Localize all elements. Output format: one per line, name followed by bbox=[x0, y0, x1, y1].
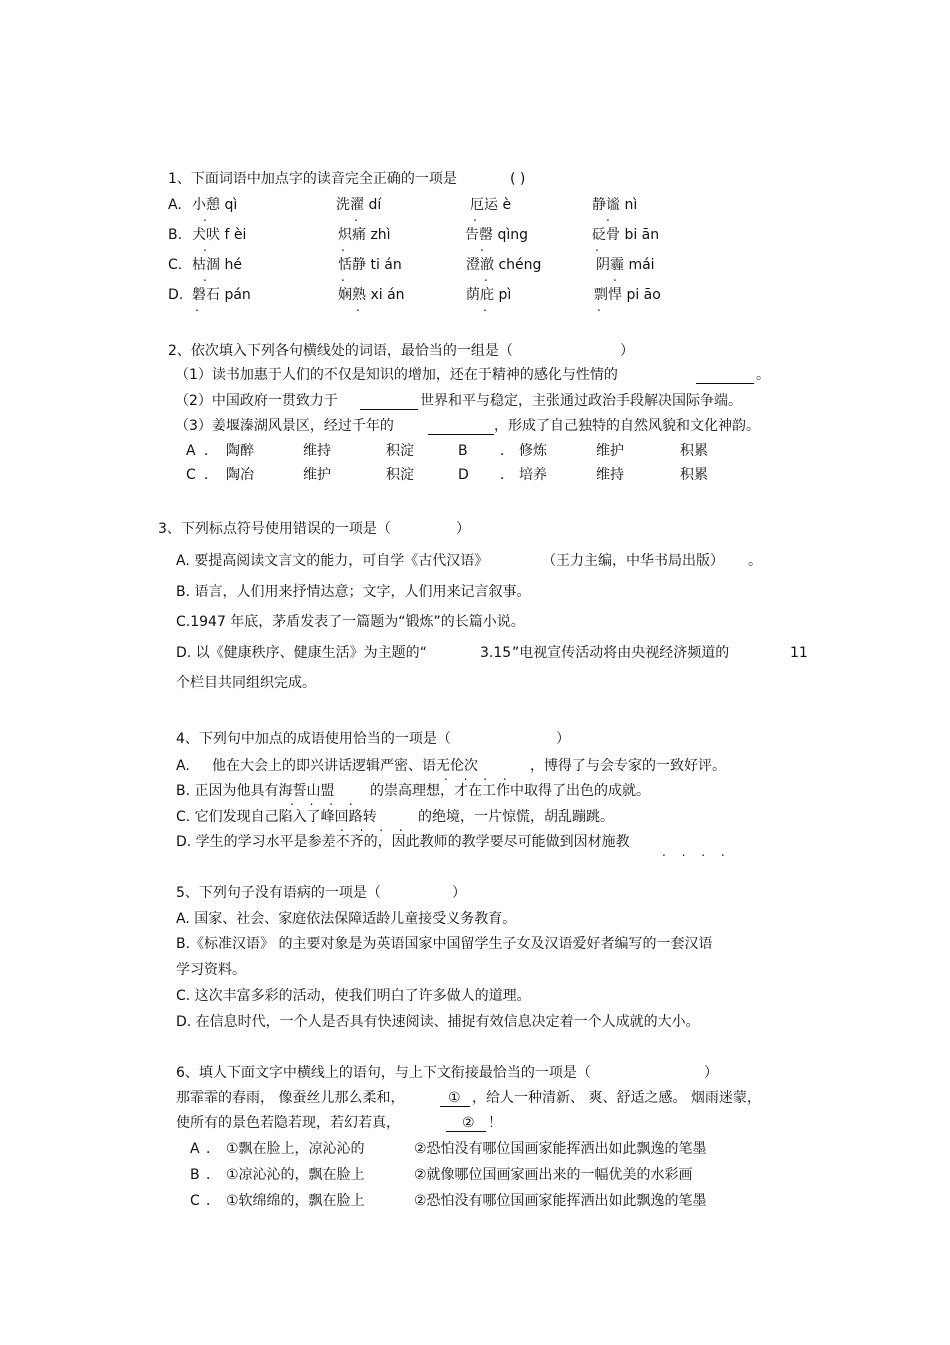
q2-option-d-word2: 维持 bbox=[596, 467, 624, 483]
q4-emphasis-dots: . . . . bbox=[444, 769, 513, 783]
q4-option-a: 他在大会上的即兴讲话逻辑严密、语无伦次 bbox=[212, 758, 478, 774]
q6-stem-close: ） bbox=[704, 1065, 718, 1081]
q1-option-c-word2: 恬静 ti án bbox=[338, 257, 402, 273]
q4-emphasis-dots: . . . . bbox=[290, 794, 359, 808]
q3-option-a-end: 。 bbox=[748, 553, 762, 569]
q6-option-a-part2: ②恐怕没有哪位国画家能挥洒出如此飘逸的笔墨 bbox=[414, 1141, 707, 1157]
q2-option-d-label: D bbox=[458, 467, 469, 483]
q1-emphasis-dot: . bbox=[473, 210, 483, 224]
q5-option-a: A. 国家、社会、家庭依法保障适龄儿童接受义务教育。 bbox=[176, 911, 517, 927]
q4-stem-close: ） bbox=[556, 731, 570, 747]
q1-emphasis-dot: . bbox=[203, 210, 213, 224]
q3-option-c: C.1947 年底，茅盾发表了一篇题为“锻炼”的长篇小说。 bbox=[176, 614, 525, 630]
q2-stem: 2、依次填入下列各句横线处的词语，最恰当的一组是（ bbox=[168, 343, 513, 359]
q1-option-b-word2: 炽痛 zhì bbox=[338, 227, 391, 243]
q6-option-b-label: B bbox=[190, 1167, 200, 1183]
q2-sentence-2-end: 世界和平与稳定，主张通过政治手段解决国际争端。 bbox=[420, 393, 742, 409]
q4-option-a-label: A. bbox=[176, 758, 190, 774]
q6-passage-line2: 使所有的景色若隐若现，若幻若真， bbox=[176, 1115, 400, 1131]
q3-option-d-cont: ”电视宣传活动将由央视经济频道的 bbox=[512, 645, 730, 661]
q6-passage-line1: 那霏霏的春雨， 像蚕丝儿那么柔和， bbox=[176, 1090, 405, 1106]
q5-option-b-line2: 学习资料。 bbox=[176, 962, 246, 978]
q1-option-c-word4: 阴霾 mái bbox=[596, 257, 655, 273]
q2-blank-1 bbox=[696, 383, 754, 384]
q2-option-c-label: C bbox=[186, 467, 196, 483]
q1-option-d-word4: 剽悍 pi āo bbox=[594, 287, 661, 303]
q1-option-c-label: C. bbox=[168, 257, 183, 273]
q2-option-c-word3: 积淀 bbox=[386, 467, 414, 483]
q1-emphasis-dot: . bbox=[195, 300, 205, 314]
q2-sentence-1-end: 。 bbox=[756, 367, 770, 383]
q4-stem: 4、下列句中加点的成语使用恰当的一项是（ bbox=[176, 731, 451, 747]
q4-emphasis-dots: . . . . bbox=[662, 845, 731, 859]
q2-option-c-word1: 陶冶 bbox=[226, 467, 254, 483]
q2-sentence-3-end: ，形成了自己独特的自然风貌和文化神韵。 bbox=[494, 418, 760, 434]
q2-option-a-dot: ． bbox=[204, 443, 218, 459]
q1-option-b-word1: 犬吠 f èi bbox=[192, 227, 247, 243]
q1-emphasis-dot: . bbox=[203, 270, 213, 284]
q3-stem: 3、下列标点符号使用错误的一项是（ bbox=[158, 521, 391, 537]
q2-option-a-word3: 积淀 bbox=[386, 443, 414, 459]
q1-emphasis-dot: . bbox=[480, 240, 490, 254]
q1-option-c-word1: 枯涸 hé bbox=[192, 257, 242, 273]
q1-option-a-word4: 静谧 nì bbox=[592, 197, 638, 213]
q2-option-d-word3: 积累 bbox=[680, 467, 708, 483]
q2-option-b-word2: 维护 bbox=[596, 443, 624, 459]
q1-emphasis-dot: . bbox=[341, 240, 351, 254]
q2-blank-3 bbox=[428, 434, 494, 435]
q1-option-a-word3: 厄运 è bbox=[470, 197, 512, 213]
q1-option-d-word1: 磐石 pán bbox=[192, 287, 251, 303]
q6-option-b-dot: ． bbox=[206, 1167, 220, 1183]
q1-option-b-label: B. bbox=[168, 227, 183, 243]
q5-option-c: C. 这次丰富多彩的活动，使我们明白了许多做人的道理。 bbox=[176, 988, 531, 1004]
q1-emphasis-dot: . bbox=[356, 300, 366, 314]
q1-emphasis-dot: . bbox=[354, 210, 364, 224]
q1-option-a-label: A. bbox=[168, 197, 182, 213]
q6-blank-2-label: ② bbox=[462, 1115, 475, 1131]
q1-emphasis-dot: . bbox=[484, 270, 494, 284]
q2-option-c-dot: ． bbox=[204, 467, 218, 483]
q3-option-d-count: 11 bbox=[790, 645, 808, 661]
q2-option-b-dot: ． bbox=[500, 443, 514, 459]
q4-option-a-end: ，博得了与会专家的一致好评。 bbox=[530, 758, 726, 774]
q1-option-d-word3: 荫庇 pì bbox=[466, 287, 512, 303]
q2-option-a-word1: 陶醉 bbox=[226, 443, 254, 459]
q1-option-c-word3: 澄澈 chéng bbox=[466, 257, 542, 273]
q3-option-a: A. 要提高阅读文言文的能力，可自学《古代汉语》 bbox=[176, 553, 489, 569]
q3-option-a-paren: （王力主编，中华书局出版） bbox=[542, 553, 724, 569]
q2-option-d-word1: 培养 bbox=[519, 467, 547, 483]
q5-stem-close: ） bbox=[452, 885, 466, 901]
q3-option-d-line2: 个栏目共同组织完成。 bbox=[176, 675, 316, 691]
q6-option-c-part2: ②恐怕没有哪位国画家能挥洒出如此飘逸的笔墨 bbox=[414, 1193, 707, 1209]
q2-option-c-word2: 维护 bbox=[303, 467, 331, 483]
q2-blank-2 bbox=[360, 409, 418, 410]
q1-emphasis-dot: . bbox=[606, 210, 616, 224]
q1-emphasis-dot: . bbox=[341, 270, 351, 284]
q1-emphasis-dot: . bbox=[483, 300, 493, 314]
q2-sentence-3: （3）姜堰溱湖风景区，经过千年的 bbox=[175, 418, 394, 434]
q2-stem-close: ） bbox=[620, 343, 634, 359]
q4-option-d: D. 学生的学习水平是参差不齐的，因此教师的教学要尽可能做到因材施教 bbox=[176, 834, 630, 850]
q6-passage-line2-end: ！ bbox=[488, 1115, 502, 1131]
q4-option-c: C. 它们发现自己陷入了峰回路转 bbox=[176, 809, 377, 825]
q6-option-a-label: A bbox=[190, 1141, 200, 1157]
q2-option-b-label: B bbox=[458, 443, 468, 459]
q1-answer-paren: ( ) bbox=[510, 171, 526, 187]
q1-emphasis-dot: . bbox=[203, 240, 213, 254]
q2-option-b-word1: 修炼 bbox=[519, 443, 547, 459]
q5-option-d: D. 在信息时代，一个人是否具有快速阅读、捕捉有效信息决定着一个人成就的大小。 bbox=[176, 1014, 700, 1030]
q4-emphasis-dots: . . . . bbox=[340, 820, 409, 834]
q1-option-b-word3: 告罄 qìng bbox=[465, 227, 528, 243]
q5-stem: 5、下列句子没有语病的一项是（ bbox=[176, 885, 381, 901]
q1-emphasis-dot: . bbox=[595, 240, 605, 254]
q2-sentence-1: （1）读书加惠于人们的不仅是知识的增加，还在于精神的感化与性情的 bbox=[175, 367, 618, 383]
q6-option-a-dot: ． bbox=[206, 1141, 220, 1157]
q2-option-b-word3: 积累 bbox=[680, 443, 708, 459]
q3-option-d-number: 3.15 bbox=[480, 645, 512, 661]
q6-passage-line1-end: ，给人一种清新、 爽、舒适之感。 烟雨迷蒙， bbox=[472, 1090, 761, 1106]
q4-option-b: B. 正因为他具有海誓山盟 bbox=[176, 783, 335, 799]
q3-option-b: B. 语言，人们用来抒情达意；文字，人们用来记言叙事。 bbox=[176, 584, 531, 600]
q2-option-d-dot: ． bbox=[500, 467, 514, 483]
q4-option-b-end: 的崇高理想，才在工作中取得了出色的成就。 bbox=[370, 783, 650, 799]
q2-sentence-2: （2）中国政府一贯致力于 bbox=[175, 393, 338, 409]
q3-stem-close: ） bbox=[456, 521, 470, 537]
q4-option-c-end: 的绝境，一片惊慌，胡乱蹦跳。 bbox=[418, 809, 614, 825]
q1-option-a-word2: 洗濯 dí bbox=[336, 197, 382, 213]
q1-option-a-word1: 小憩 qì bbox=[192, 197, 238, 213]
q2-option-a-word2: 维持 bbox=[303, 443, 331, 459]
q6-blank-2 bbox=[446, 1131, 486, 1132]
q6-option-b-part2: ②就像哪位国画家画出来的一幅优美的水彩画 bbox=[414, 1167, 693, 1183]
q6-blank-1 bbox=[440, 1106, 470, 1107]
q2-option-a-label: A bbox=[186, 443, 196, 459]
q6-option-c-label: C bbox=[190, 1193, 200, 1209]
q6-option-b-part1: ①凉沁沁的，飘在脸上 bbox=[226, 1167, 365, 1183]
q3-option-d: D. 以《健康秩序、健康生活》为主题的“ bbox=[176, 645, 427, 661]
q1-emphasis-dot: . bbox=[613, 270, 623, 284]
q6-stem: 6、填人下面文字中横线上的语句，与上下文衔接最恰当的一项是（ bbox=[176, 1065, 591, 1081]
q6-blank-1-label: ① bbox=[448, 1090, 461, 1106]
q1-option-b-word4: 砭骨 bi ān bbox=[592, 227, 660, 243]
q1-stem: 1、下面词语中加点字的读音完全正确的一项是 bbox=[168, 171, 457, 187]
q1-option-d-label: D. bbox=[168, 287, 184, 303]
q6-option-c-part1: ①软绵绵的，飘在脸上 bbox=[226, 1193, 365, 1209]
q5-option-b: B.《标准汉语》 的主要对象是为英语国家中国留学生子女及汉语爱好者编写的一套汉语 bbox=[176, 936, 713, 952]
q1-emphasis-dot: . bbox=[597, 300, 607, 314]
q1-option-d-word2: 娴熟 xi án bbox=[338, 287, 405, 303]
q6-option-c-dot: ． bbox=[206, 1193, 220, 1209]
q6-option-a-part1: ①飘在脸上，凉沁沁的 bbox=[226, 1141, 365, 1157]
